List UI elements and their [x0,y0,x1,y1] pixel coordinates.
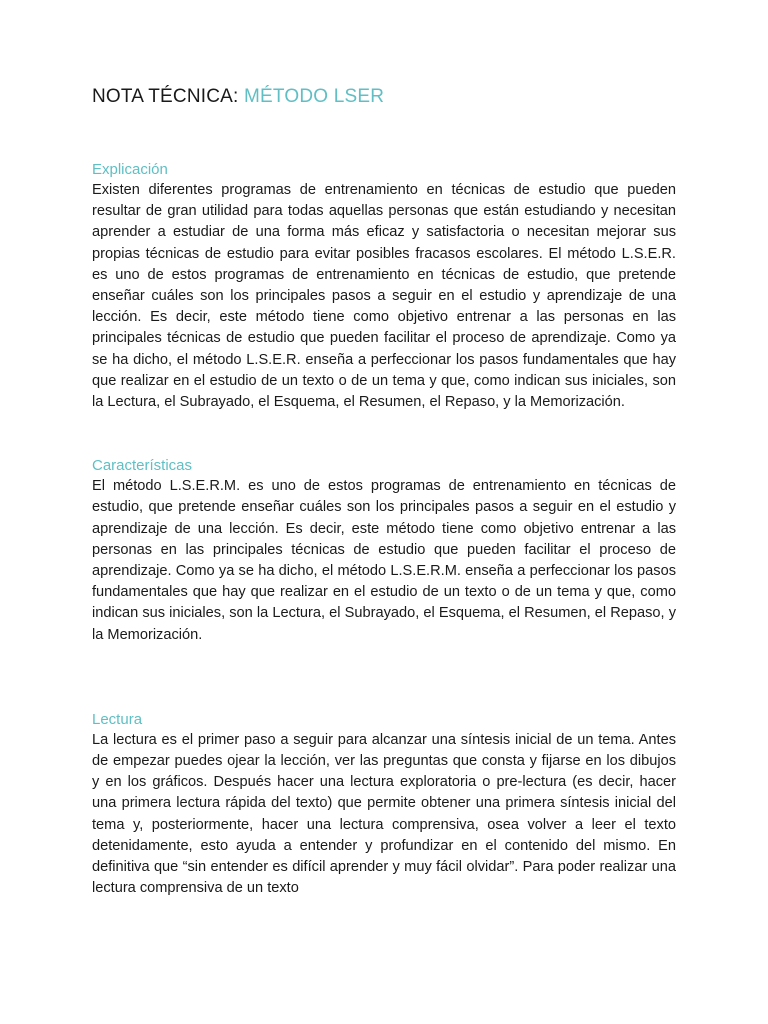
section-lectura [92,710,676,900]
title-accent: MÉTODO LSER [244,86,385,107]
section-body: Existen diferentes programas de entrenamiento en técnicas de estudio que pueden resultar de gran utilidad para todas aquellas personas que están estudiando y necesitan aprender a estudiar de una forma más eficaz y satisfactoria o necesitan mejorar sus propias técnicas de estudio para evitar posibles fracasos escolares. El método L.S.E.R. es uno de estos programas de entrenamiento en técnicas de estudio, que pretende enseñar cuáles son los principales pasos a seguir en el estudio y aprendizaje de una lección. Es decir, este método tiene como objetivo entrenar a las personas en las principales técnicas de estudio que pueden facilitar el proceso de aprendizaje. Como ya se ha dicho, el método L.S.E.R. enseña a perfeccionar los pasos fundamentales que hay que realizar en el estudio de un texto o de un tema y que, como indican sus iniciales, son la Lectura, el Subrayado, el Esquema, el Resumen, el Repaso, y la Memorización. [92,182,676,411]
title-prefix: NOTA TÉCNICA: [92,86,239,107]
section-heading: Lectura [92,710,143,728]
document-title [92,86,676,108]
section-explicacion [92,160,676,413]
section-heading: Explicación [92,161,168,178]
section-caracteristicas [92,456,676,646]
section-body: La lectura es el primer paso a seguir para alcanzar una síntesis inicial de un tema. Antes de empezar puedes ojear la lección, ver las preguntas que consta y fijarse en los dibujos y en los gráficos. Después hacer una lectura exploratoria o pre-lectura (es decir, hacer una primera lectura rápida del texto) que permite obtener una primera síntesis inicial del tema y, posteriormente, hacer una lectura comprensiva, osea volver a leer el texto detenidamente, esto ayuda a entender y profundizar en el contenido del mismo. En definitiva que “sin entender es difícil aprender y muy fácil olvidar”. Para poder realizar una lectura comprensiva de un texto [92,731,676,897]
section-heading: Características [92,457,193,475]
section-body: El método L.S.E.R.M. es uno de estos programas de entrenamiento en técnicas de estudio, que pretende enseñar cuáles son los principales pasos a seguir en el estudio y aprendizaje de una lección. Es decir, este método tiene como objetivo entrenar a las personas en las principales técnicas de estudio que pueden facilitar el proceso de aprendizaje. Como ya se ha dicho, el método L.S.E.R.M. enseña a perfeccionar los pasos fundamentales que hay que realizar en el estudio de un texto o de un tema y que, como indican sus iniciales, son la Lectura, el Subrayado, el Esquema, el Resumen, el Repaso, y la Memorización. [92,478,676,643]
document-content [92,86,676,899]
